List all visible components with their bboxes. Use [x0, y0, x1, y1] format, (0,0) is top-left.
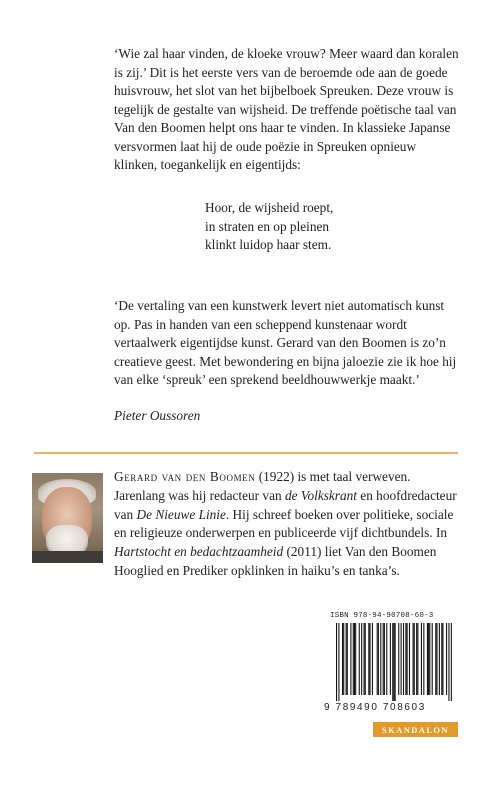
blurb-paragraph-2: ‘De vertaling van een kunstwerk levert niet automatisch kunst op. Pas in handen van een scheppend kunstenaar wordt vertaalwerk eigentijdse kunst. Gerard van den Boomen is zo’n creatieve geest. Met bewondering en bijna jaloezie zie ik hoe hij van elke ‘spreuk’ een sprekend beeldhouwwerkje maakt.’ [114, 298, 457, 387]
publisher-logo [373, 722, 458, 737]
poem-line-3: klinkt luidop haar stem. [205, 237, 332, 252]
isbn-label: ISBN 978-94-90708-60-3 [330, 612, 434, 620]
barcode-digits: 9 789490 708603 [324, 702, 426, 713]
poem-line-1: Hoor, de wijsheid roept, [205, 200, 334, 215]
bio-text: (1922) is met taal verweven. Jarenlang was hij redacteur van [114, 469, 411, 503]
author-bio [114, 468, 459, 581]
section-divider [34, 452, 458, 454]
bio-text: en hoofdredacteur van [114, 487, 457, 522]
blurb-paragraph-1: ‘Wie zal haar vinden, de kloeke vrouw? Meer waard dan koralen is zij.’ Dit is het eerste vers van de beroemde ode aan de goede huisvrouw, het slot van het bijbelboek Spreuken. Deze vrouw is tegelijk de gestalte van wijsheid. De treffende poëtische taal van Van den Boomen helpt ons haar te vinden. In klassieke Japanse versvormen laat hij de oude poëzie in Spreuken opnieuw klinken, toegankelijk en eigentijds: [114, 46, 459, 172]
bio-magazine-title: De Nieuwe Linie [136, 506, 226, 522]
bio-newspaper-title: de Volkskrant [284, 487, 357, 503]
publisher-name: SKANDALON [382, 724, 449, 735]
bio-text: (2011) liet Van den Boomen Hooglied en Prediker opklinken in haiku’s en tanka’s. [114, 544, 437, 578]
poem-quote [205, 199, 333, 255]
author-name: Gerard van den Boomen [114, 469, 256, 484]
bio-text: . Hij schreef boeken over politieke, sociale en religieuze onderwerpen en publiceerde vijf dichtbundels. In [114, 506, 454, 541]
bio-book-title: Hartstocht en bedachtzaamheid [114, 544, 284, 560]
poem-line-2: in straten en op pleinen [205, 218, 330, 234]
author-photo [32, 473, 103, 563]
quote-attribution: Pieter Oussoren [114, 408, 201, 423]
barcode-icon [336, 623, 452, 701]
